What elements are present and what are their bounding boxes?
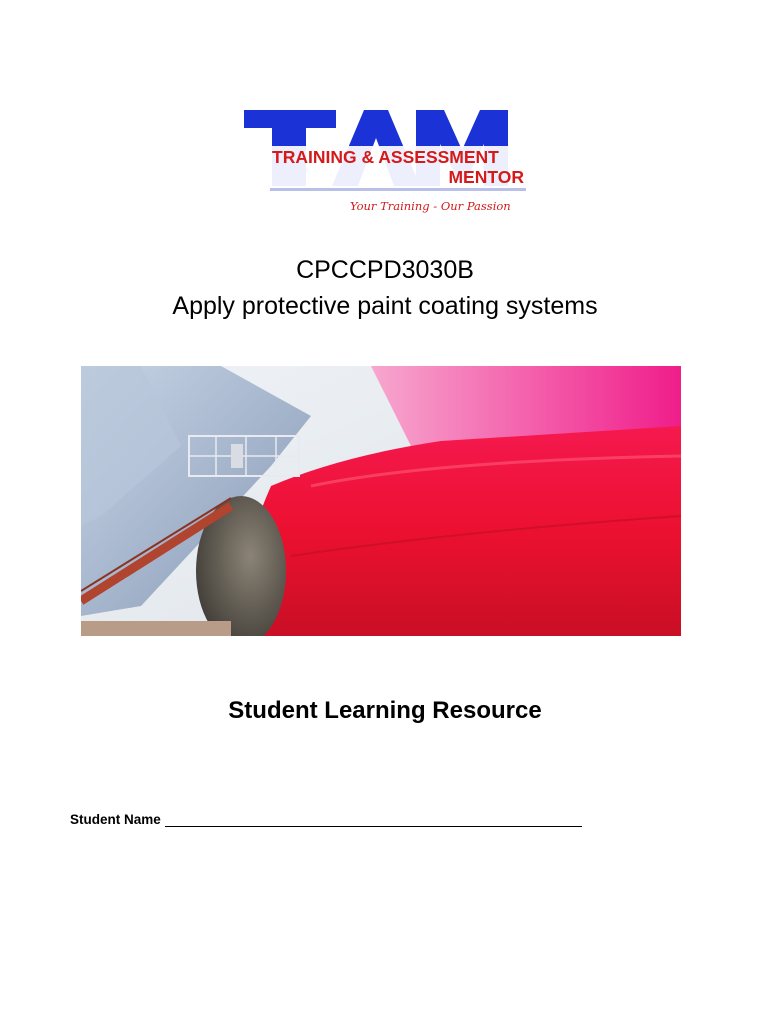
tam-logo-graphic xyxy=(244,108,529,218)
logo-tagline: Your Training - Our Passion xyxy=(350,199,511,213)
title-block xyxy=(0,252,770,324)
logo-line2: MENTOR xyxy=(448,167,524,187)
student-name-field[interactable] xyxy=(165,811,582,827)
cover-photo xyxy=(81,366,681,636)
unit-code: CPCCPD3030B xyxy=(296,256,474,284)
logo-line1: TRAINING & ASSESSMENT xyxy=(272,147,499,167)
resource-type-heading: Student Learning Resource xyxy=(228,697,542,724)
unit-title: Apply protective paint coating systems xyxy=(172,292,598,320)
student-name-row xyxy=(70,811,582,827)
student-name-label: Student Name xyxy=(70,812,161,827)
tam-logo xyxy=(244,108,529,218)
ship-hull-painting-illustration xyxy=(81,366,681,636)
